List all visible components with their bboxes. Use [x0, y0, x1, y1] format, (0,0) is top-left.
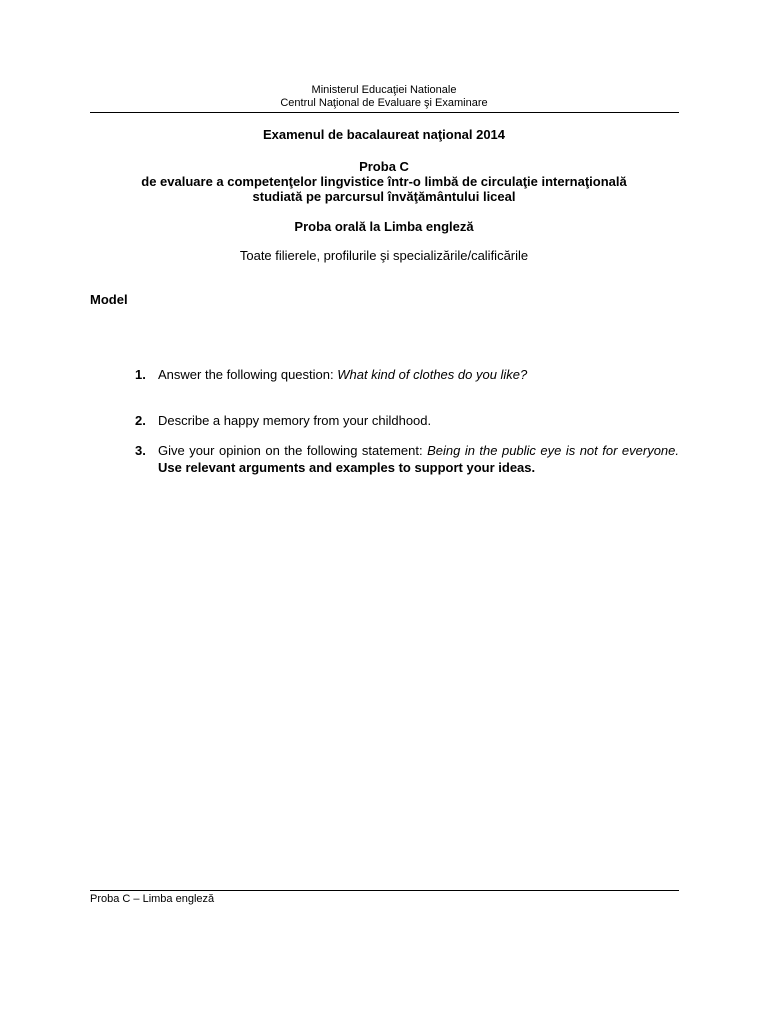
ministry-name: Ministerul Educaţiei Nationale	[311, 84, 457, 96]
question-prompt: Describe a happy memory from your childhood.	[158, 413, 432, 428]
document-header	[0, 84, 768, 110]
question-number: 1.	[135, 367, 146, 382]
question-item	[135, 412, 679, 429]
question-number: 2.	[135, 413, 146, 428]
question-text	[158, 442, 679, 476]
question-item	[135, 442, 679, 476]
footer-divider	[90, 890, 679, 891]
proba-description-line1: de evaluare a competenţelor lingvistice într-o limbă de circulaţie internaţională	[141, 174, 627, 189]
center-name: Centrul Naţional de Evaluare şi Examinare	[280, 97, 488, 109]
question-instruction: Use relevant arguments and examples to support your ideas.	[158, 460, 536, 475]
question-prompt: Give your opinion on the following statement:	[158, 443, 428, 458]
question-italic: Being in the public eye is not for everyone.	[427, 443, 679, 458]
exam-title: Examenul de bacalaureat naţional 2014	[262, 127, 506, 142]
question-text	[158, 412, 679, 429]
header-divider	[90, 112, 679, 113]
model-label: Model	[90, 292, 128, 307]
oral-exam-title: Proba orală la Limba engleză	[294, 219, 474, 234]
question-number: 3.	[135, 443, 146, 458]
question-item	[135, 366, 679, 383]
question-italic: What kind of clothes do you like?	[337, 367, 528, 382]
question-prompt: Answer the following question:	[158, 367, 338, 382]
filiere-subtitle: Toate filierele, profilurile şi specializările/calificările	[239, 248, 529, 263]
question-text	[158, 366, 679, 383]
proba-title: Proba C	[359, 159, 409, 174]
proba-description-line2: studiată pe parcursul învăţământului liceal	[252, 189, 516, 204]
page-footer: Proba C – Limba engleză	[90, 893, 215, 905]
